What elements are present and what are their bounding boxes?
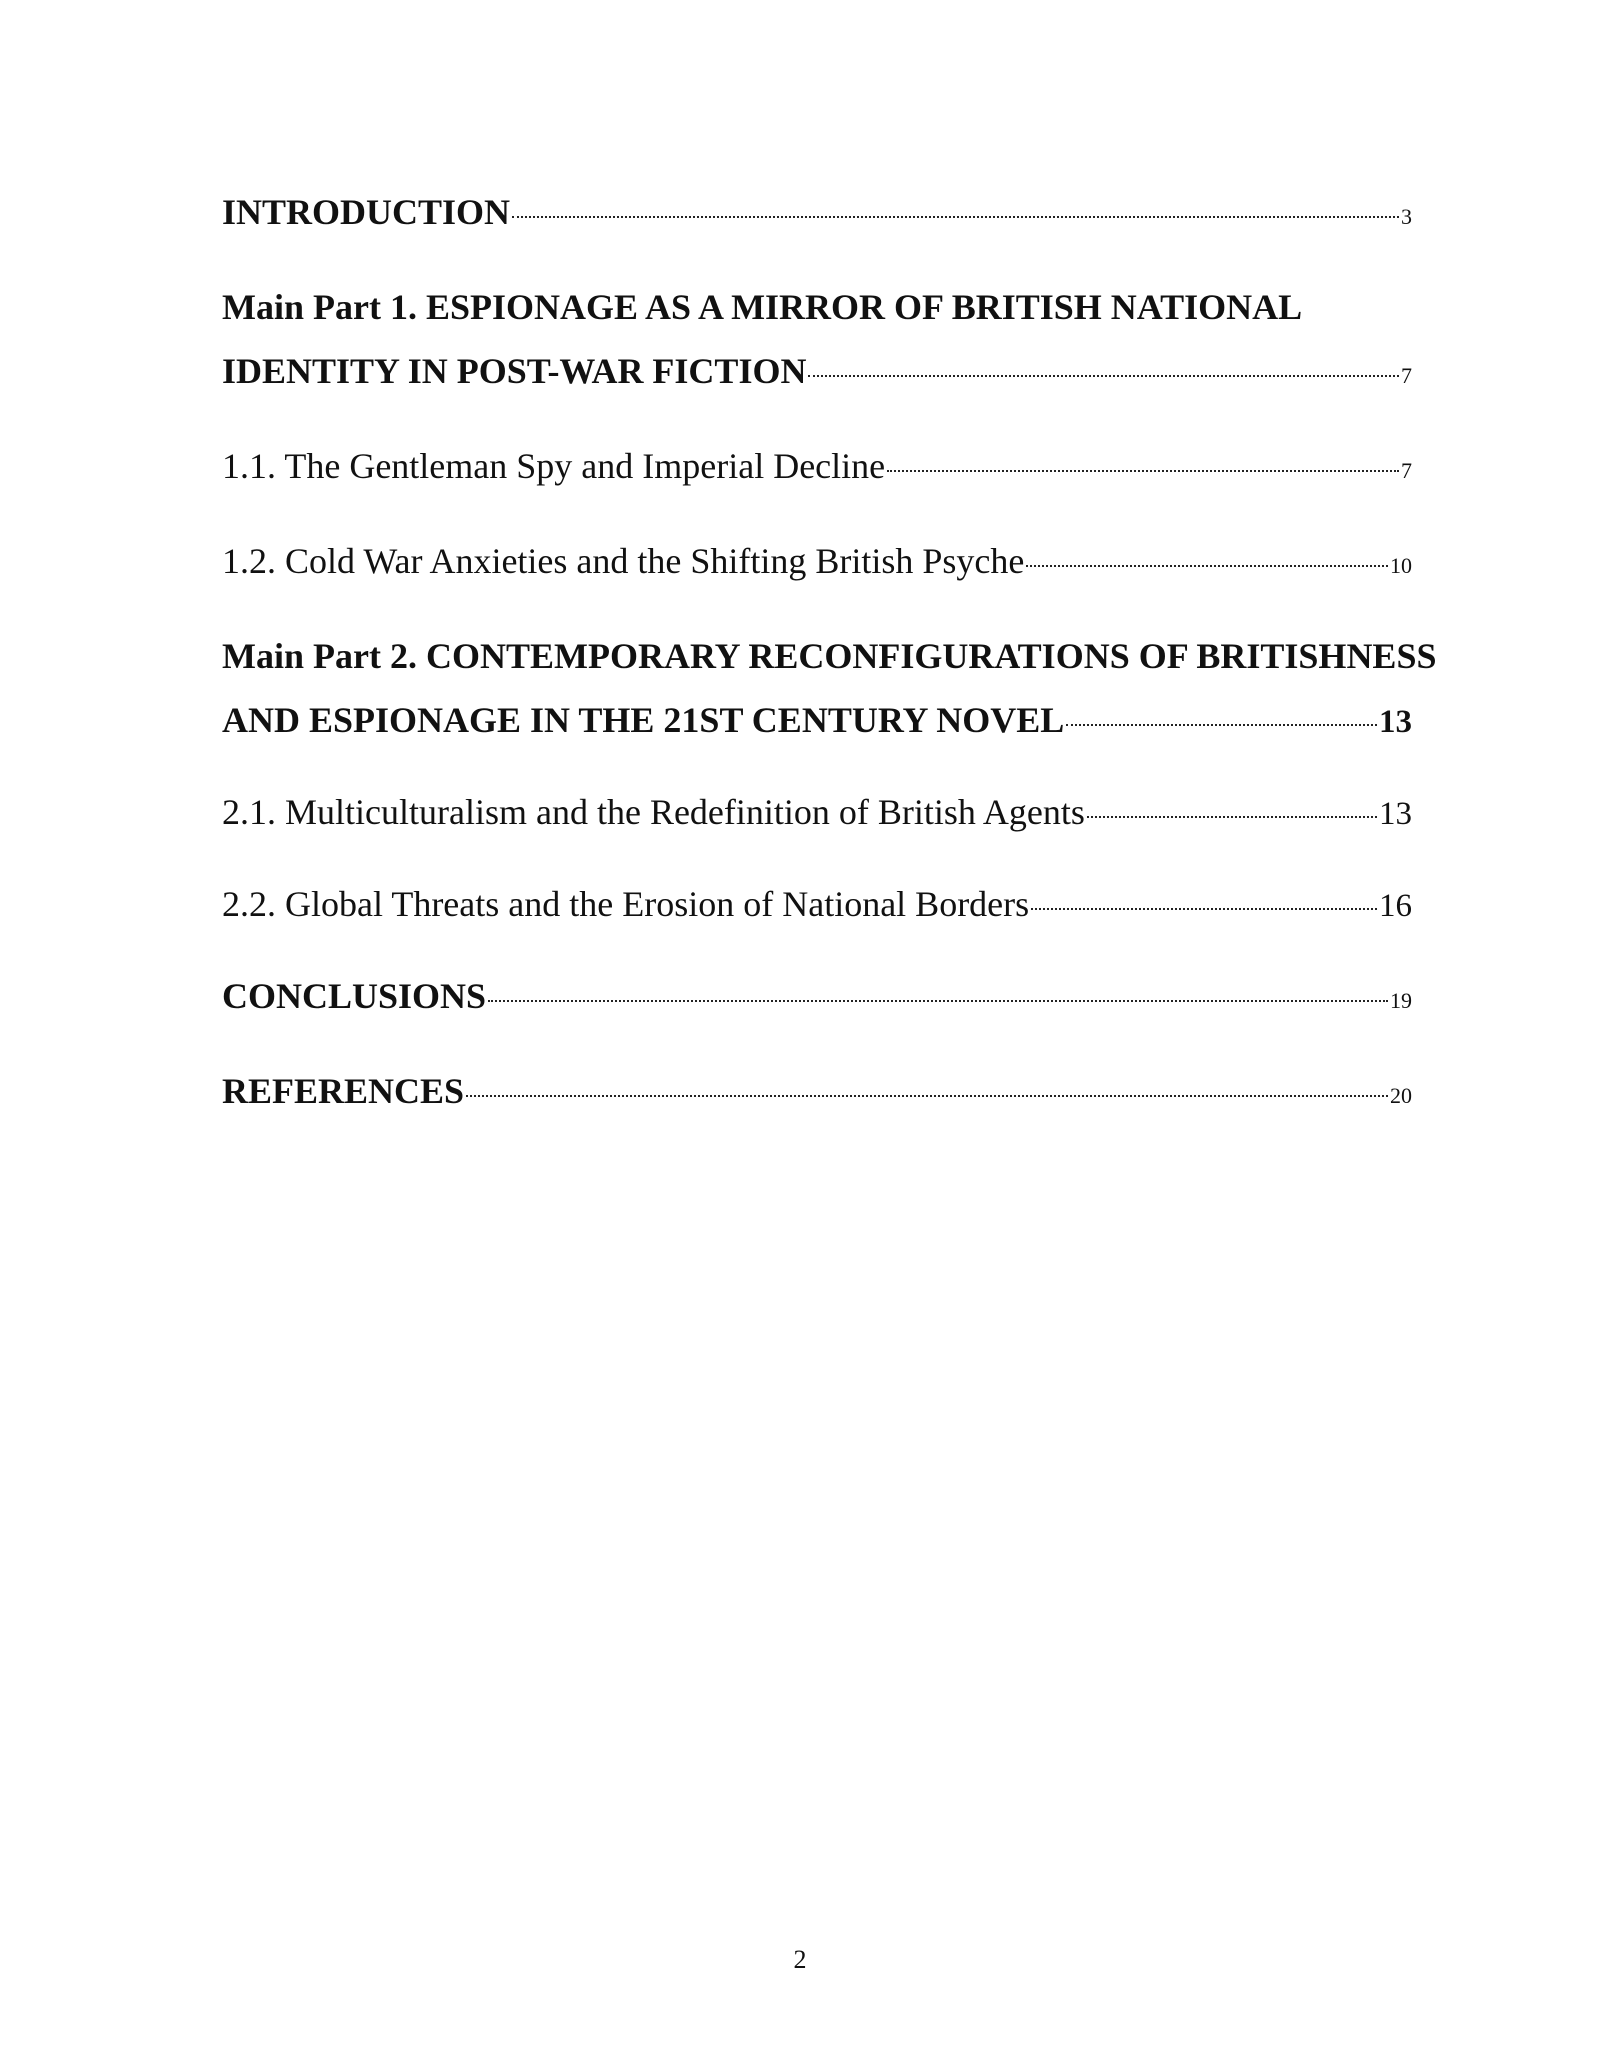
toc-entry-page: 16 xyxy=(1379,888,1412,924)
toc-entry-references[interactable] xyxy=(222,1059,1412,1128)
dot-leader xyxy=(1066,724,1377,726)
toc-entry-section-2-1[interactable] xyxy=(222,780,1412,846)
dot-leader xyxy=(808,375,1399,377)
dot-leader xyxy=(488,1000,1388,1002)
toc-entry-page: 3 xyxy=(1401,204,1412,229)
toc-entry-section-2-2[interactable] xyxy=(222,872,1412,938)
table-of-contents xyxy=(222,180,1437,1154)
dot-leader xyxy=(1031,908,1377,910)
toc-entry-title: 2.2. Global Threats and the Erosion of National Borders xyxy=(222,884,1030,924)
toc-entry-section-1-2[interactable] xyxy=(222,529,1412,598)
toc-entry-title: REFERENCES xyxy=(222,1071,465,1111)
toc-entry-page: 7 xyxy=(1401,458,1412,483)
toc-entry-page: 13 xyxy=(1379,704,1412,740)
toc-entry-title-line2: AND ESPIONAGE IN THE 21ST CENTURY NOVEL xyxy=(222,700,1065,740)
toc-entry-title: 1.1. The Gentleman Spy and Imperial Decline xyxy=(222,446,886,486)
page-number: 2 xyxy=(793,1945,807,1974)
dot-leader xyxy=(1026,565,1388,567)
toc-entry-title-line2: IDENTITY IN POST-WAR FICTION xyxy=(222,351,807,391)
toc-entry-introduction[interactable] xyxy=(222,180,1412,249)
toc-entry-title-line1: Main Part 1. ESPIONAGE AS A MIRROR OF BRITISH NATIONAL xyxy=(222,287,1303,327)
toc-entry-page: 7 xyxy=(1401,363,1412,388)
toc-entry-title-line1: Main Part 2. CONTEMPORARY RECONFIGURATIONS OF BRITISHNESS xyxy=(222,636,1437,676)
toc-entry-title: INTRODUCTION xyxy=(222,192,511,232)
toc-entry-title: 1.2. Cold War Anxieties and the Shifting British Psyche xyxy=(222,541,1025,581)
toc-entry-part1[interactable] xyxy=(222,275,1412,408)
toc-entry-title: 2.1. Multiculturalism and the Redefinition of British Agents xyxy=(222,792,1085,832)
toc-entry-part2[interactable] xyxy=(222,624,1437,754)
dot-leader xyxy=(887,470,1399,472)
toc-entry-title: CONCLUSIONS xyxy=(222,976,487,1016)
toc-entry-conclusions[interactable] xyxy=(222,964,1412,1033)
dot-leader xyxy=(466,1095,1388,1097)
dot-leader xyxy=(1087,816,1377,818)
dot-leader xyxy=(512,216,1399,218)
toc-entry-page: 10 xyxy=(1390,553,1412,578)
toc-entry-page: 19 xyxy=(1390,988,1412,1013)
toc-entry-section-1-1[interactable] xyxy=(222,434,1412,503)
toc-entry-page: 13 xyxy=(1379,796,1412,832)
toc-entry-page: 20 xyxy=(1390,1083,1412,1108)
